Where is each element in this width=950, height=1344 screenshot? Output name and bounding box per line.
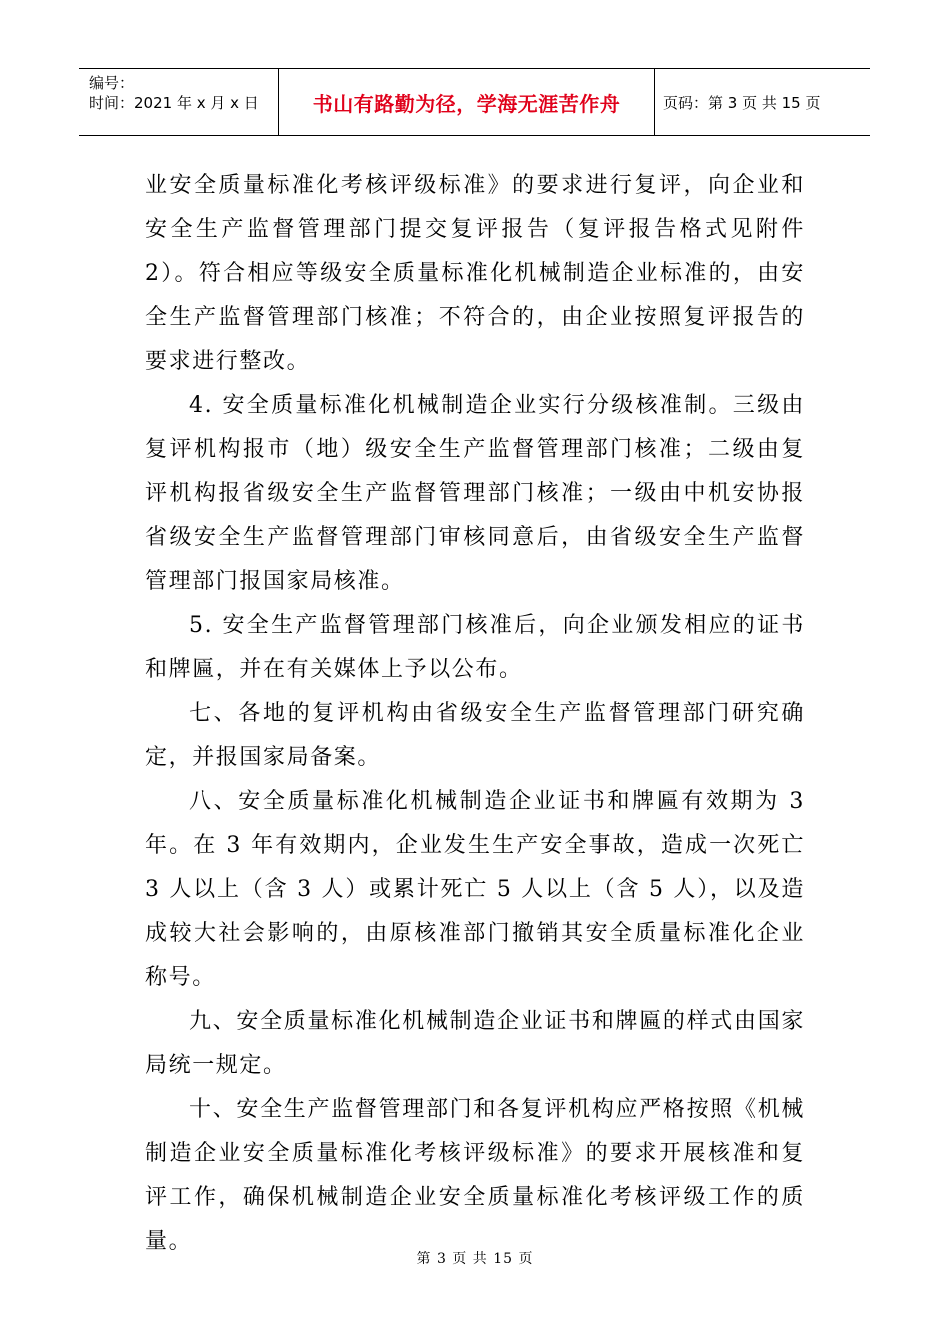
header-meta <box>79 69 279 135</box>
paragraph-section-7: 七、各地的复评机构由省级安全生产监督管理部门研究确定，并报国家局备案。 <box>145 701 805 770</box>
header-motto: 书山有路勤为径，学海无涯苦作舟 <box>279 69 655 135</box>
paragraph-item-5: 5. 安全生产监督管理部门核准后，向企业颁发相应的证书和牌匾，并在有关媒体上予以公布。 <box>145 613 805 682</box>
paragraph-continuation: 业安全质量标准化考核评级标准》的要求进行复评，向企业和安全生产监督管理部门提交复评报告（复评报告格式见附件 2）。符合相应等级安全质量标准化机械制造企业标准的，由安全生产监督管理部门核准；不符合的，由企业按照复评报告的要求进行整改。 <box>145 173 805 374</box>
page-footer: 第 3 页 共 15 页 <box>416 1251 534 1267</box>
header-page-info: 页码：第 3 页 共 15 页 <box>663 93 821 112</box>
paragraph-section-10: 十、安全生产监督管理部门和各复评机构应严格按照《机械制造企业安全质量标准化考核评级标准》的要求开展核准和复评工作，确保机械制造企业安全质量标准化考核评级工作的质量。 <box>145 1097 805 1254</box>
page-header <box>79 68 870 136</box>
document-time-label: 时间：2021 年 x 月 x 日 <box>89 94 259 112</box>
paragraph-item-4: 4. 安全质量标准化机械制造企业实行分级核准制。三级由复评机构报市（地）级安全生产监督管理部门核准；二级由复评机构报省级安全生产监督管理部门核准；一级由中机安协报省级安全生产监督管理部门审核同意后，由省级安全生产监督管理部门报国家局核准。 <box>145 393 805 594</box>
document-body <box>145 164 805 1264</box>
document-number-label: 编号： <box>89 74 135 92</box>
paragraph-section-9: 九、安全质量标准化机械制造企业证书和牌匾的样式由国家局统一规定。 <box>145 1009 805 1078</box>
paragraph-section-8: 八、安全质量标准化机械制造企业证书和牌匾有效期为 3 年。在 3 年有效期内，企业发生生产安全事故，造成一次死亡 3 人以上（含 3 人）或累计死亡 5 人以上（含 5 人），以及造成较大社会影响的，由原核准部门撤销其安全质量标准化企业称号。 <box>145 789 805 990</box>
